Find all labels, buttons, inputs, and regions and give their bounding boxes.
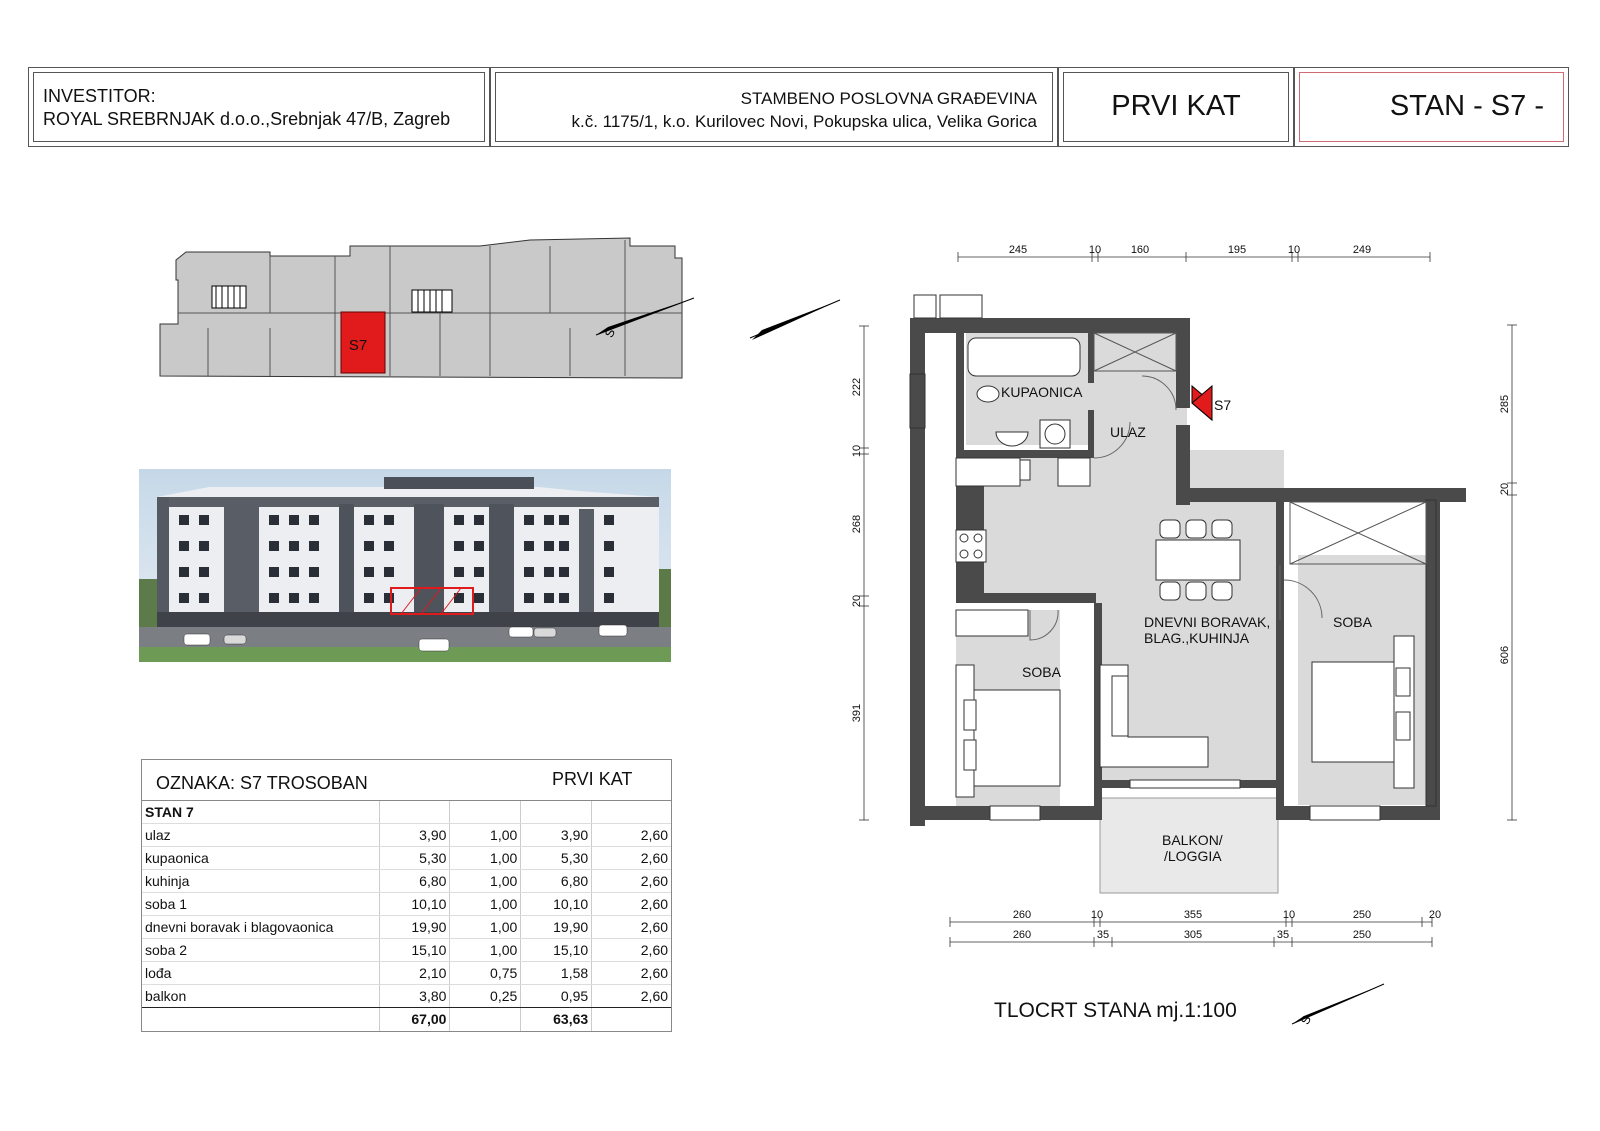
dim-bottom1-4: 10	[1282, 909, 1296, 921]
table-row	[142, 870, 671, 893]
table-row	[142, 962, 671, 985]
table-row	[142, 985, 671, 1008]
dim-right-2: 20	[1499, 482, 1511, 496]
table-cell-coef: 0,75	[450, 962, 521, 984]
dim-left-1: 222	[851, 377, 863, 397]
table-cell-height: 2,60	[640, 873, 669, 889]
table-cell-height: 2,60	[640, 942, 669, 958]
table-cell-net: 19,90	[521, 916, 592, 938]
table-cell-name: lođa	[142, 962, 380, 984]
table-cell-area: 3,90	[380, 824, 451, 846]
dim-bottom1-6: 20	[1428, 909, 1442, 921]
dim-bottom2-1: 260	[1012, 929, 1032, 941]
dim-bottom1-1: 260	[1012, 909, 1032, 921]
table-cell-net: 10,10	[521, 893, 592, 915]
area-table	[141, 759, 672, 1032]
area-table-title: OZNAKA: S7 TROSOBAN	[156, 773, 368, 793]
dim-bottom2-4: 35	[1276, 929, 1290, 941]
dim-left-4: 20	[851, 594, 863, 608]
table-cell-coef: 1,00	[450, 893, 521, 915]
table-cell-area: 3,80	[380, 985, 451, 1007]
dim-top-2: 10	[1088, 244, 1102, 256]
dim-top-6: 249	[1352, 244, 1372, 256]
area-table-floor: PRVI KAT	[552, 769, 633, 789]
table-cell-area: 10,10	[380, 893, 451, 915]
dim-left-2: 10	[851, 444, 863, 458]
table-cell-name: kuhinja	[142, 870, 380, 892]
table-cell-net: 1,58	[521, 962, 592, 984]
table-cell-name: ulaz	[142, 824, 380, 846]
dim-bottom2-2: 35	[1096, 929, 1110, 941]
dim-top-3: 160	[1130, 244, 1150, 256]
building-location: k.č. 1175/1, k.o. Kurilovec Novi, Pokupska ulica, Velika Gorica	[571, 112, 1037, 131]
table-row	[142, 939, 671, 962]
table-cell-height: 2,60	[640, 896, 669, 912]
investor-name: ROYAL SREBRNJAK d.o.o.,Srebnjak 47/B, Zagreb	[43, 109, 451, 129]
table-row	[142, 893, 671, 916]
dim-top-5: 10	[1287, 244, 1301, 256]
table-section-row	[142, 801, 671, 824]
unit-title: STAN - S7 -	[1389, 90, 1544, 122]
dim-bottom2-5: 250	[1352, 929, 1372, 941]
table-cell-net: 3,90	[521, 824, 592, 846]
key-plan-north-label: S	[601, 326, 619, 340]
investor-label: INVESTITOR:	[43, 86, 156, 106]
building-rendering	[139, 469, 671, 662]
dim-bottom2-3: 305	[1183, 929, 1203, 941]
table-cell-area: 2,10	[380, 962, 451, 984]
table-cell-net: 15,10	[521, 939, 592, 961]
table-cell-name: balkon	[142, 985, 380, 1007]
header-floor-box	[1058, 67, 1294, 147]
dim-left-3: 268	[851, 514, 863, 534]
key-plan-north-arrow	[750, 300, 840, 340]
table-total-row	[142, 1008, 671, 1031]
room-label-room-left: SOBA	[1022, 664, 1061, 680]
entry-marker-label: S7	[1214, 397, 1232, 413]
table-cell-name: soba 2	[142, 939, 380, 961]
room-label-balcony-2: /LOGGIA	[1164, 848, 1222, 864]
plan-north-label: S	[1297, 1013, 1315, 1027]
header-building-box	[490, 67, 1058, 147]
table-row	[142, 847, 671, 870]
key-plan-unit-label: S7	[348, 337, 368, 354]
table-cell-coef: 1,00	[450, 824, 521, 846]
room-label-living-2: BLAG.,KUHINJA	[1144, 630, 1250, 646]
key-plan-north-icon	[590, 295, 700, 345]
table-cell-height: 2,60	[640, 827, 669, 843]
table-cell-coef: 1,00	[450, 847, 521, 869]
room-label-living-1: DNEVNI BORAVAK,	[1144, 614, 1271, 630]
table-cell-net: 0,95	[521, 985, 592, 1007]
dim-right-3: 606	[1499, 645, 1511, 665]
dim-bottom1-3: 355	[1183, 909, 1203, 921]
table-cell-height: 2,60	[640, 965, 669, 981]
dim-left-5: 391	[851, 703, 863, 723]
table-cell-name: kupaonica	[142, 847, 380, 869]
table-cell-area: 6,80	[380, 870, 451, 892]
table-cell-name: soba 1	[142, 893, 380, 915]
table-cell-net: 6,80	[521, 870, 592, 892]
table-cell-height: 2,60	[640, 988, 669, 1004]
dim-bottom1-5: 250	[1352, 909, 1372, 921]
dim-top-1: 245	[1008, 244, 1028, 256]
table-row	[142, 824, 671, 847]
table-cell-coef: 1,00	[450, 916, 521, 938]
table-total-net: 63,63	[521, 1008, 592, 1031]
dim-bottom1-2: 10	[1090, 909, 1104, 921]
floor-title: PRVI KAT	[1111, 90, 1241, 122]
table-cell-name: dnevni boravak i blagovaonica	[142, 916, 380, 938]
table-cell-height: 2,60	[640, 850, 669, 866]
room-label-balcony-1: BALKON/	[1162, 832, 1223, 848]
table-cell-coef: 1,00	[450, 870, 521, 892]
table-cell-area: 5,30	[380, 847, 451, 869]
room-label-bathroom: KUPAONICA	[1001, 384, 1083, 400]
room-label-entrance: ULAZ	[1110, 424, 1146, 440]
area-table-header	[142, 760, 671, 801]
plan-north-icon	[1288, 980, 1388, 1030]
header-unit-box	[1294, 67, 1569, 147]
table-total-area: 67,00	[380, 1008, 451, 1031]
header-investor-box	[28, 67, 490, 147]
scale-caption: TLOCRT STANA mj.1:100	[994, 999, 1237, 1022]
room-label-room-right: SOBA	[1333, 614, 1372, 630]
table-cell-area: 15,10	[380, 939, 451, 961]
table-row	[142, 916, 671, 939]
building-type: STAMBENO POSLOVNA GRAĐEVINA	[740, 89, 1037, 108]
table-cell-net: 5,30	[521, 847, 592, 869]
table-section-label: STAN 7	[142, 801, 380, 823]
table-cell-height: 2,60	[640, 919, 669, 935]
table-cell-coef: 0,25	[450, 985, 521, 1007]
dim-top-4: 195	[1227, 244, 1247, 256]
table-cell-coef: 1,00	[450, 939, 521, 961]
floor-plan	[851, 230, 1511, 1050]
dim-right-1: 285	[1499, 394, 1511, 414]
table-cell-area: 19,90	[380, 916, 451, 938]
